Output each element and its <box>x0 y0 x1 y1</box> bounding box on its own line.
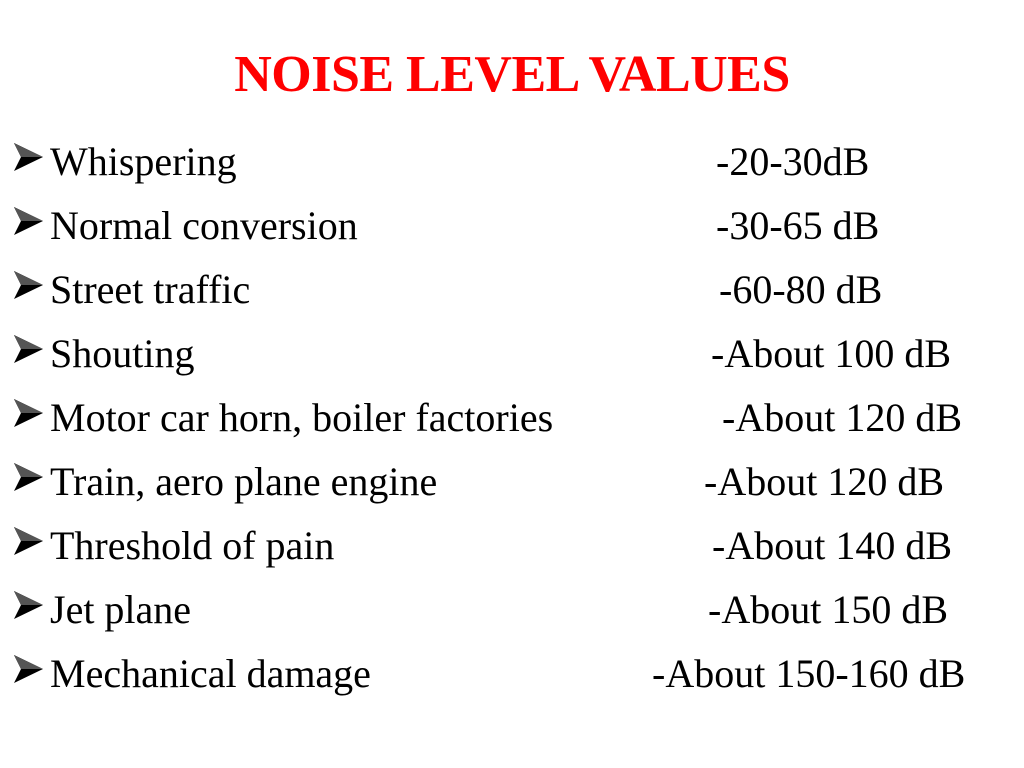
item-value: -About 150 dB <box>708 587 948 632</box>
arrowhead-bullet-icon <box>12 268 46 302</box>
arrowhead-bullet-icon <box>12 396 46 430</box>
arrowhead-bullet-icon <box>12 652 46 686</box>
item-label: Street traffic <box>50 267 251 312</box>
item-label: Jet plane <box>50 587 192 632</box>
arrowhead-bullet-icon <box>12 524 46 558</box>
item-label: Normal conversion <box>50 203 358 248</box>
arrowhead-bullet-icon <box>12 460 46 494</box>
item-value: -About 120 dB <box>704 459 944 504</box>
item-value: -About 150-160 dB <box>652 651 966 696</box>
list-item <box>0 130 1024 194</box>
list-item <box>0 322 1024 386</box>
item-value: -60-80 dB <box>719 267 883 312</box>
list-item <box>0 514 1024 578</box>
arrowhead-bullet-icon <box>12 204 46 238</box>
item-label: Whispering <box>50 139 237 184</box>
arrowhead-bullet-icon <box>12 588 46 622</box>
item-value: -20-30dB <box>716 139 870 184</box>
arrowhead-bullet-icon <box>12 332 46 366</box>
list-item <box>0 578 1024 642</box>
item-label: Mechanical damage <box>50 651 371 696</box>
list-item <box>0 258 1024 322</box>
item-label: Shouting <box>50 331 195 376</box>
list-item <box>0 642 1024 706</box>
list-item <box>0 450 1024 514</box>
item-label: Motor car horn, boiler factories <box>50 395 554 440</box>
item-value: -About 140 dB <box>712 523 952 568</box>
slide-title: NOISE LEVEL VALUES <box>234 46 790 103</box>
item-label: Train, aero plane engine <box>50 459 438 504</box>
list-item <box>0 194 1024 258</box>
item-value: -About 120 dB <box>722 395 962 440</box>
item-value: -30-65 dB <box>716 203 880 248</box>
arrowhead-bullet-icon <box>12 140 46 174</box>
noise-level-list <box>0 130 1024 706</box>
list-item <box>0 386 1024 450</box>
item-label: Threshold of pain <box>50 523 335 568</box>
item-value: -About 100 dB <box>711 331 951 376</box>
